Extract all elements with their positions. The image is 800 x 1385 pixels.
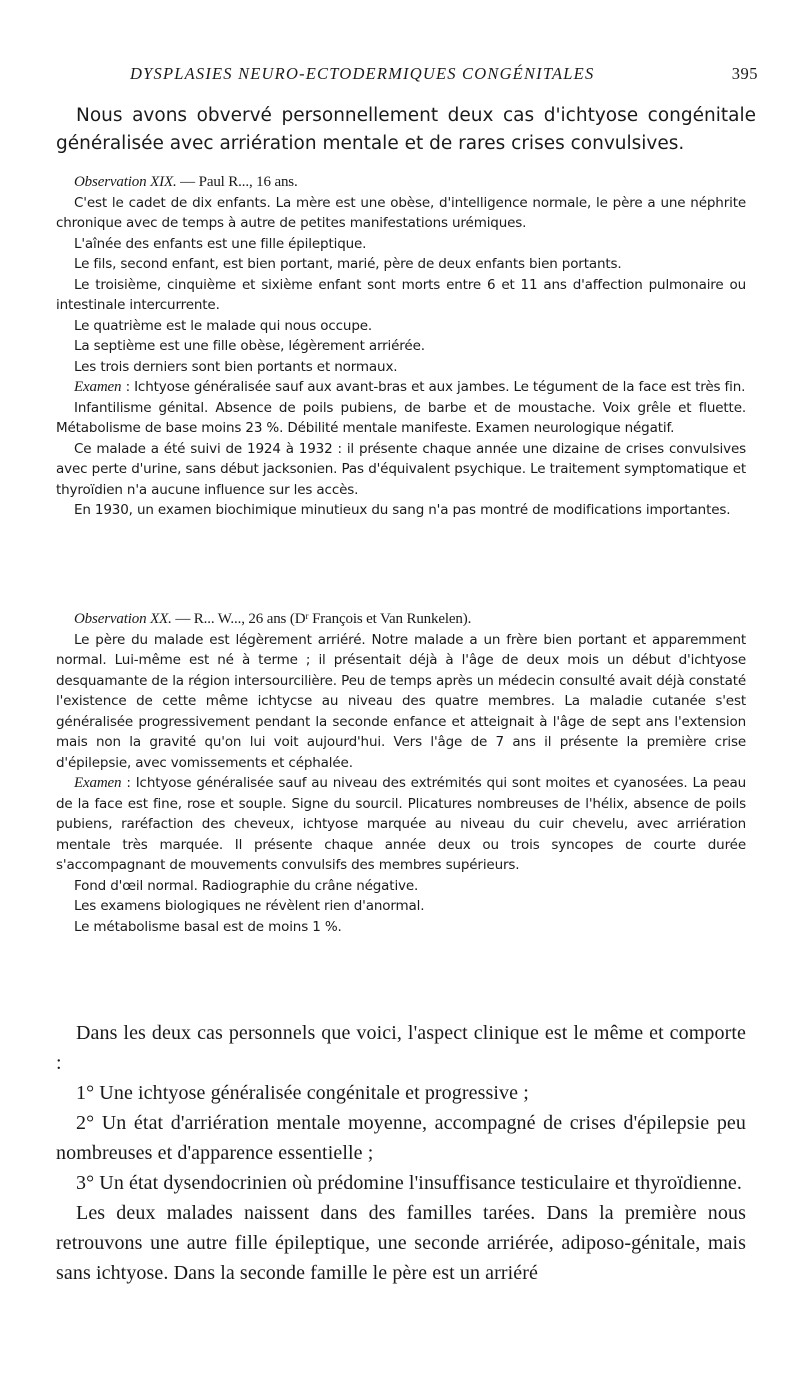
observation-paragraph: Le fils, second enfant, est bien portant, marié, père de deux enfants bien portants. xyxy=(74,256,622,272)
conclusion-paragraph: Dans les deux cas personnels que voici, l'aspect clinique est le même et comporte : xyxy=(56,1022,746,1074)
running-title: DYSPLASIES NEURO-ECTODERMIQUES CONGÉNITALES xyxy=(130,64,595,83)
page-number: 395 xyxy=(731,64,758,83)
observation-paragraph: Les trois derniers sont bien portants et normaux. xyxy=(74,358,398,375)
conclusion-item: 1° Une ichtyose généralisée congénitale et progressive ; xyxy=(76,1082,529,1104)
conclusion-item: 2° Un état d'arriération mentale moyenne, accompagné de crises d'épilepsie peu nombreuses et d'apparence essentielle ; xyxy=(56,1112,746,1164)
observation-paragraph: Le troisième, cinquième et sixième enfant sont morts entre 6 et 11 ans d'affection pulmonaire ou intestinale intercurrente. xyxy=(56,276,746,313)
exam-label: Examen xyxy=(74,379,122,395)
conclusion-item: 3° Un état dysendocrinien où prédomine l'insuffisance testiculaire et thyroïdienne. xyxy=(76,1172,743,1194)
observation-paragraph: C'est le cadet de dix enfants. La mère est une obèse, d'intelligence normale, le père a une néphrite chronique avec de temps à autre de petites manifestations urémiques. xyxy=(56,194,746,231)
observation-paragraph: En 1930, un examen biochimique minutieux du sang n'a pas montré de modifications importantes. xyxy=(74,502,731,518)
observation-label: Observation XIX. xyxy=(74,174,177,190)
exam-label: Examen xyxy=(74,775,122,791)
observation-paragraph: Les examens biologiques ne révèlent rien d'anormal. xyxy=(74,898,425,914)
exam-text: : Ichtyose généralisée sauf aux avant-bras et aux jambes. Le tégument de la face est très fin. xyxy=(121,379,746,395)
conclusion-section xyxy=(56,1018,746,1288)
observation-heading xyxy=(56,172,746,193)
observation-paragraph: Infantilisme génital. Absence de poils pubiens, de barbe et de moustache. Voix grêle et fluette. Métabolisme de base moins 23 %. Débilité mentale manifeste. Examen neurologique négatif. xyxy=(56,399,746,436)
exam-paragraph xyxy=(56,377,746,398)
observation-heading xyxy=(56,609,746,630)
exam-paragraph xyxy=(56,773,746,876)
observation-paragraph: Fond d'œil normal. Radiographie du crâne négative. xyxy=(74,877,419,894)
observation-paragraph: Le père du malade est légèrement arriéré. Notre malade a un frère bien portant et apparemment normal. Lui-même est né à terme ; il présentait déjà à l'âge de deux mois un début d'ichtyose desquamante de la région intersourcilière. Peu de temps après un médecin consulté avait déjà constaté l'existence de cette même ichtycse au niveau des quatre membres. La maladie cutanée s'est généralisée progressivement pendant la seconde enfance et atteignait à l'âge de sept ans l'extension mais non la gravité qu'on lui voit aujourd'hui. Vers l'âge de 7 ans il présente la première crise d'épilepsie, avec vomissements et céphalée. xyxy=(56,631,746,771)
observation-patient: — Paul R..., 16 ans. xyxy=(176,174,298,190)
observation-paragraph: Le quatrième est le malade qui nous occupe. xyxy=(74,317,373,334)
lead-paragraph: Nous avons obvervé personnellement deux cas d'ichtyose congénitale généralisée avec arriération mentale et de rares crises convulsives. xyxy=(56,105,756,154)
observation-20 xyxy=(56,609,746,937)
conclusion-paragraph: Les deux malades naissent dans des familles tarées. Dans la première nous retrouvons une autre fille épileptique, une seconde arriérée, adiposo-génitale, mais sans ichtyose. Dans la seconde famille le père est un arriéré xyxy=(56,1202,746,1284)
observation-paragraph: L'aînée des enfants est une fille épileptique. xyxy=(74,235,367,252)
observation-19 xyxy=(56,172,746,521)
exam-text: : Ichtyose généralisée sauf au niveau des extrémités qui sont moites et cyanosées. La peau de la face est fine, rose et souple. Signe du sourcil. Plicatures nombreuses de l'hélix, absence de poils pubiens, raréfaction des cheveux, ichtyose marquée au niveau du cuir chevelu, avec arriération mentale très marquée. Il présente chaque année deux ou trois syncopes de courte durée s'accompagnant de mouvements convulsifs des membres supérieurs. xyxy=(56,775,746,873)
observation-paragraph: La septième est une fille obèse, légèrement arriérée. xyxy=(74,338,425,354)
observation-label: Observation XX. xyxy=(74,611,172,627)
observation-patient: — R... W..., 26 ans (Dʳ François et Van Runkelen). xyxy=(171,611,472,627)
observation-paragraph: Ce malade a été suivi de 1924 à 1932 : il présente chaque année une dizaine de crises convulsives avec perte d'urine, sans début jacksonien. Pas d'équivalent psychique. Le traitement symptomatique et thyroïdien n'a aucune influence sur les accès. xyxy=(56,440,746,498)
observation-paragraph: Le métabolisme basal est de moins 1 %. xyxy=(74,918,342,935)
